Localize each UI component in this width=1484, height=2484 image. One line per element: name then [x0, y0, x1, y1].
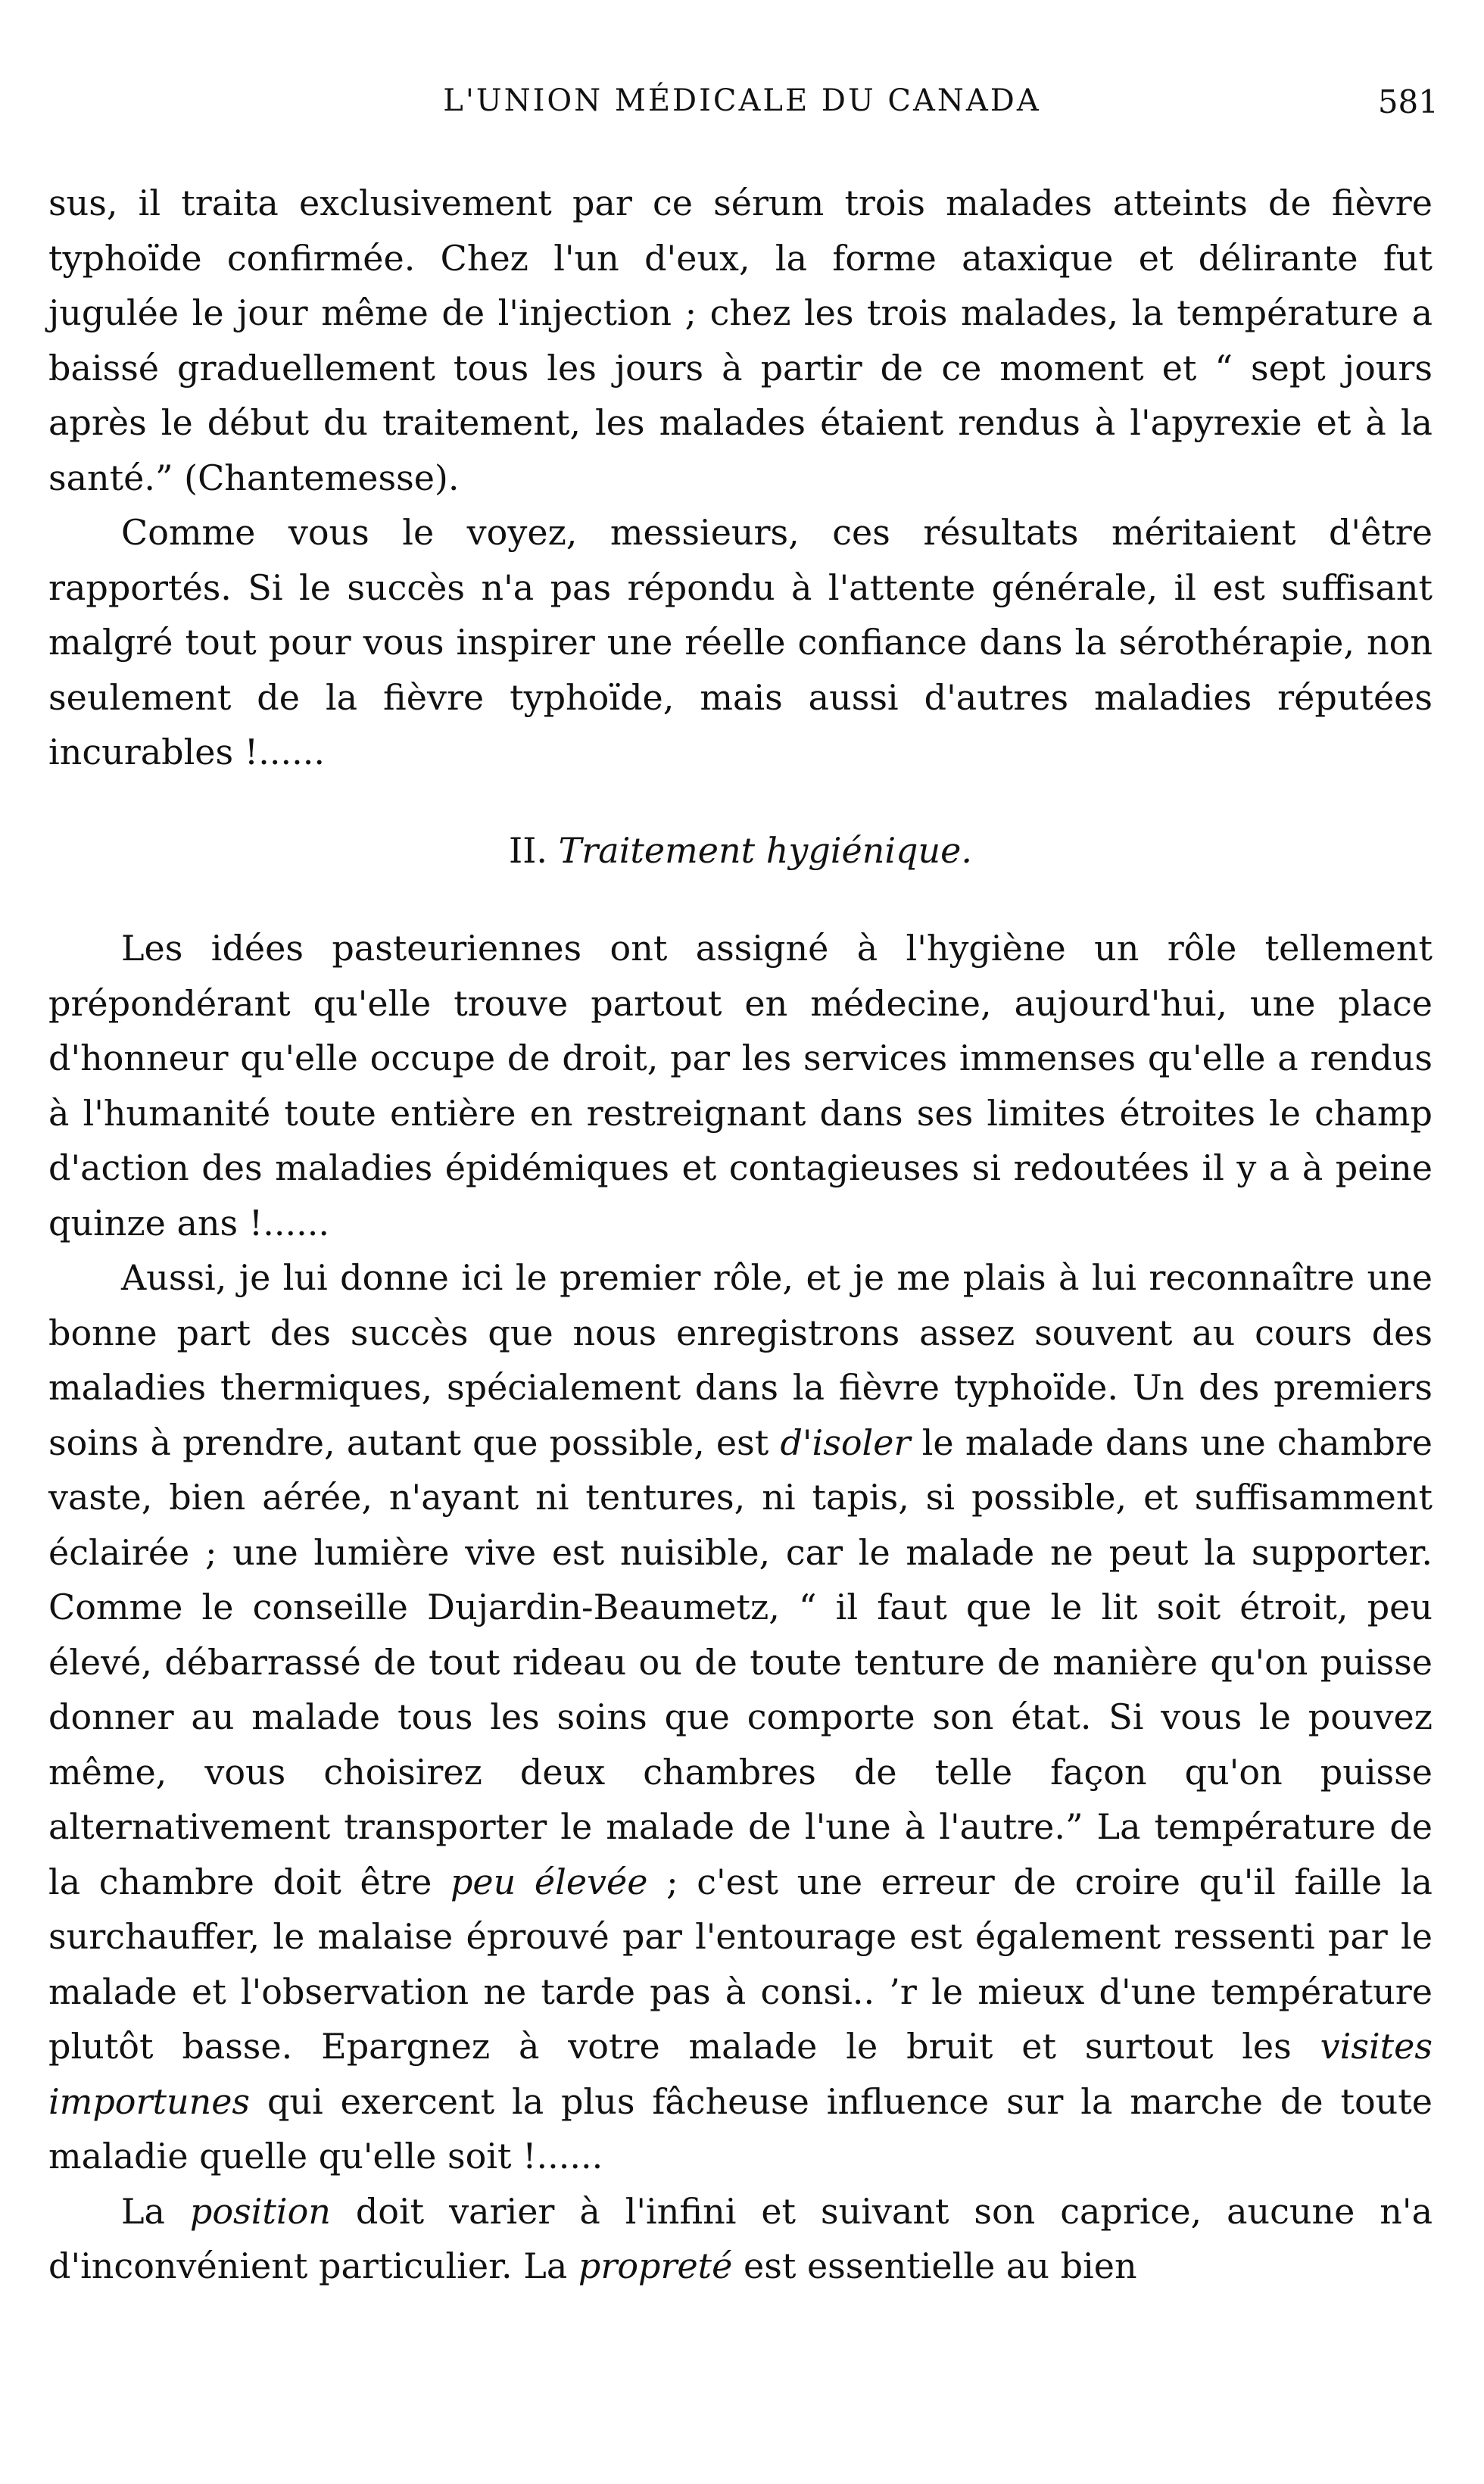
- paragraph-4: [48, 1250, 1433, 2184]
- paragraph-1: sus, il traita exclusivement par ce sérum trois malades atteints de fièvre typhoïde confirmée. Chez l'un d'eux, la forme ataxique et délirante fut jugulée le jour même de l'injection ; chez les trois malades, la température a baissé graduellement tous les jours à partir de ce moment et “ sept jours après le début du traitement, les malades étaient rendus à l'apyrexie et à la santé.” (Chantemesse).: [48, 183, 1433, 498]
- paragraph-5-text-a: La: [121, 2190, 190, 2232]
- emphasis-isoler: d'isoler: [780, 1421, 911, 1463]
- paragraph-5-text-b: doit varier à l'infini et suivant son caprice, aucune n'a d'inconvénient particulier. La: [48, 2190, 1433, 2286]
- paragraph-5-text-c: est essentielle au bien: [732, 2245, 1137, 2286]
- paragraph-4-text-c: ; c'est une erreur de croire qu'il faille la surchauffer, le malaise éprouvé par l'entourage est également ressenti par le malade et l'observation ne tarde pas à consi.. ’r le mieux d'une température plutôt basse. Epargnez à votre malade le bruit et surtout les: [48, 1861, 1433, 2067]
- emphasis-position: position: [189, 2190, 331, 2232]
- paragraph-2: Comme vous le voyez, messieurs, ces résultats méritaient d'être rapportés. Si le succès n'a pas répondu à l'attente générale, il est suffisant malgré tout pour vous inspirer une réelle confiance dans la sérothérapie, non seulement de la fièvre typhoïde, mais aussi d'autres maladies réputées incurables !......: [48, 512, 1433, 772]
- page-header: [45, 83, 1439, 129]
- running-head: L'UNION MÉDICALE DU CANADA: [443, 83, 1041, 118]
- section-heading: [48, 823, 1433, 878]
- section-title: Traitement hygiénique.: [558, 829, 972, 871]
- page-number: 581: [1377, 83, 1439, 120]
- paragraph-4-text-a: Aussi, je lui donne ici le premier rôle, et je me plais à lui reconnaître une bonne part des succès que nous enregistrons assez souvent au cours des maladies thermiques, spécialement dans la fièvre typhoïde. Un des premiers soins à prendre, autant que possible, est: [48, 1257, 1433, 1463]
- text-body: [48, 176, 1433, 2294]
- section-number: II.: [509, 829, 547, 871]
- emphasis-proprete: propreté: [578, 2245, 733, 2286]
- paragraph-4-text-b: le malade dans une chambre vaste, bien aérée, n'ayant ni tentures, ni tapis, si possible, et suffisamment éclairée ; une lumière vive est nuisible, car le malade ne peut la supporter. Comme le conseille Dujardin-Beaumetz, “ il faut que le lit soit étroit, peu élevé, débarrassé de tout rideau ou de toute tenture de manière qu'on puisse donner au malade tous les soins que comporte son état. Si vous le pouvez même, vous choisirez deux chambres de telle façon qu'on puisse alternativement transporter le malade de l'une à l'autre.” La température de la chambre doit être: [48, 1421, 1433, 1902]
- emphasis-visites-importunes: visites importunes: [48, 2026, 1433, 2122]
- emphasis-peu-elevee: peu élevée: [450, 1861, 648, 1902]
- paragraph-4-text-d: qui exercent la plus fâcheuse influence sur la marche de toute maladie quelle qu'elle soit !......: [48, 2080, 1433, 2177]
- paragraph-3: Les idées pasteuriennes ont assigné à l'hygiène un rôle tellement prépondérant qu'elle trouve partout en médecine, aujourd'hui, une place d'honneur qu'elle occupe de droit, par les services immenses qu'elle a rendus à l'humanité toute entière en restreignant dans ses limites étroites le champ d'action des maladies épidémiques et contagieuses si redoutées il y a à peine quinze ans !......: [48, 928, 1433, 1244]
- paragraph-5: [48, 2184, 1433, 2294]
